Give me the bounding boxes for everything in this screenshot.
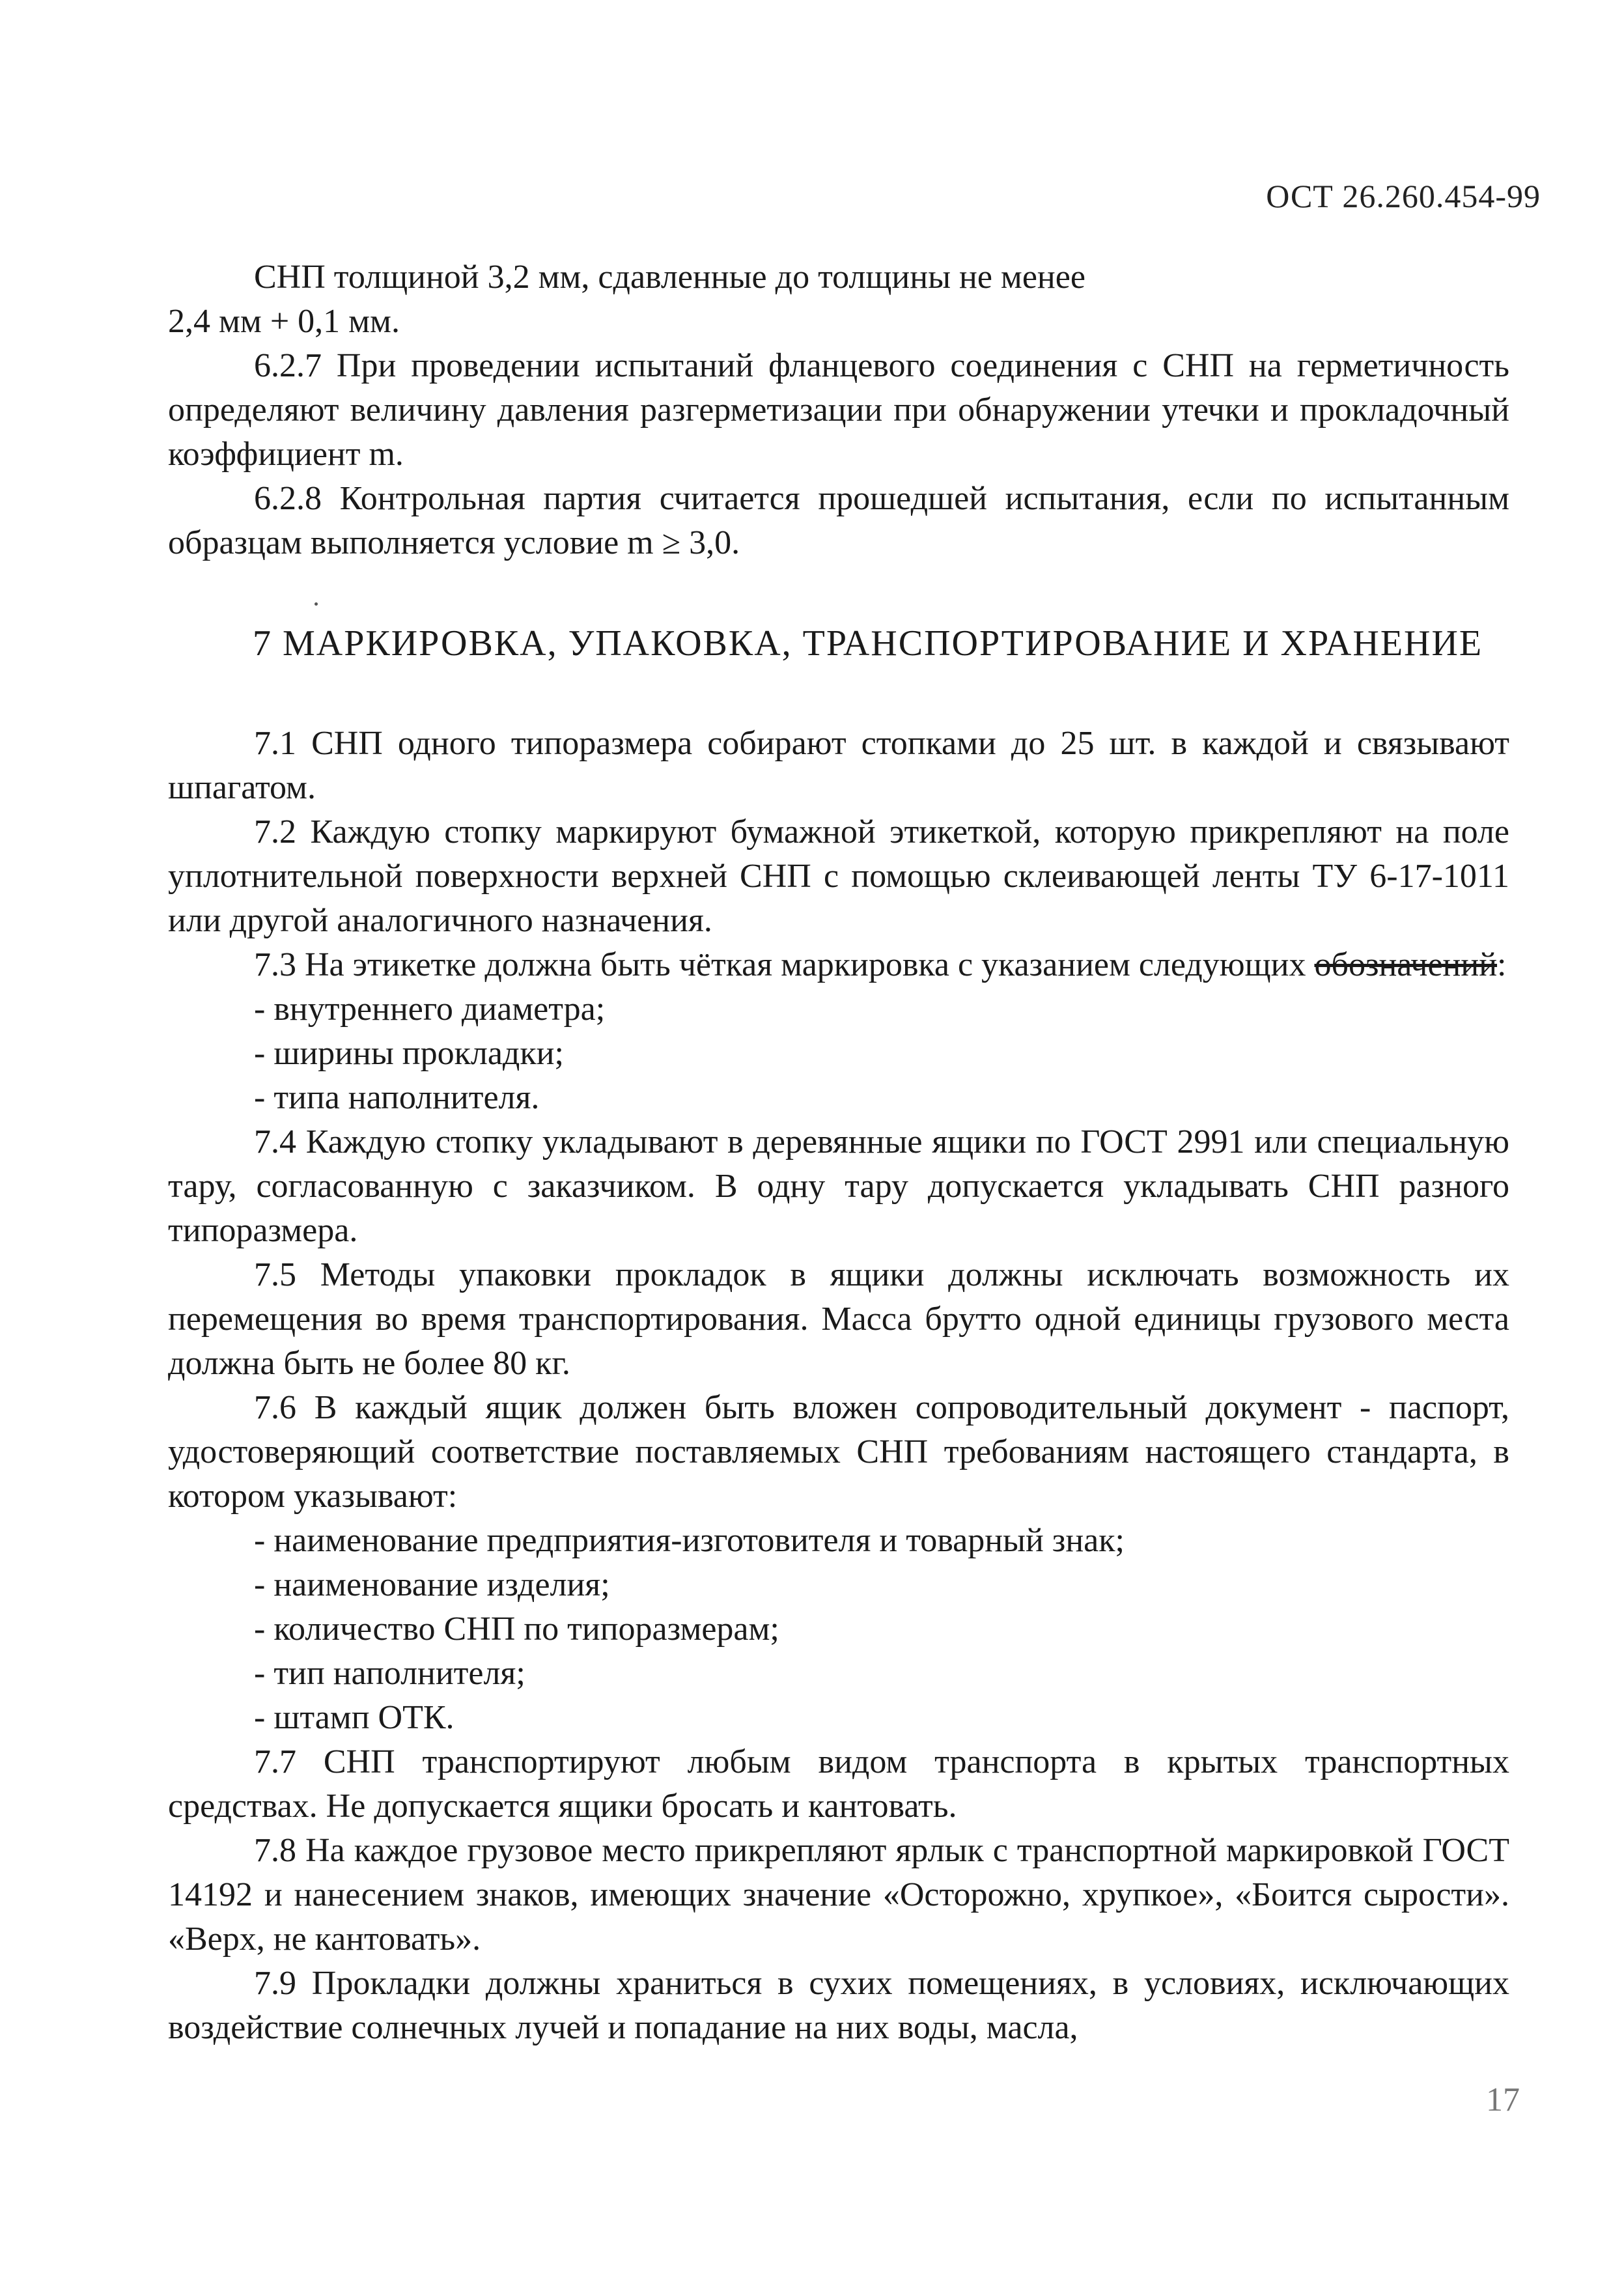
paragraph-7-1: 7.1 СНП одного типоразмера собирают стопками до 25 шт. в каждой и связывают шпагатом. [168,725,1509,806]
intro-line-2: 2,4 мм + 0,1 мм. [168,303,400,340]
paragraph-7-9: 7.9 Прокладки должны храниться в сухих помещениях, в условиях, исключающих воздействие солнечных лучей и попадание на них воды, масла, [168,1965,1509,2046]
paragraph-6-2-8: 6.2.8 Контрольная партия считается прошедшей испытания, если по испытанным образцам выполняется условие m ≥ 3,0. [168,480,1509,561]
page-number: 17 [1486,2081,1520,2118]
intro-line-1: СНП толщиной 3,2 мм, сдавленные до толщины не менее [254,259,1085,296]
struck-word: обозначений [1314,946,1498,983]
list-item: - ширины прокладки; [254,1035,564,1072]
list-item: - внутреннего диаметра; [254,991,606,1028]
paragraph-7-3 [168,943,1509,987]
list-item: - типа наполнителя. [254,1079,540,1116]
body-text [168,255,1509,2050]
paragraph-7-7: 7.7 СНП транспортируют любым видом транспорта в крытых транспортных средствах. Не допускается ящики бросать и кантовать. [168,1743,1509,1825]
paragraph-7-2: 7.2 Каждую стопку маркируют бумажной этикеткой, которую прикрепляют на поле уплотнительной поверхности верхней СНП с помощью склеивающей ленты ТУ 6-17-1011 или другой аналогичного назначения. [168,813,1509,939]
list-7-3 [168,987,1509,1120]
paragraph-7-4: 7.4 Каждую стопку укладывают в деревянные ящики по ГОСТ 2991 или специальную тару, согласованную с заказчиком. В одну тару допускается укладывать СНП разного типоразмера. [168,1123,1509,1249]
list-item: - штамп ОТК. [254,1699,455,1736]
paragraph-7-8: 7.8 На каждое грузовое место прикрепляют ярлык с транспортной маркировкой ГОСТ 14192 и нанесением знаков, имеющих значение «Осторожно, хрупкое», «Боится сырости». «Верх, не кантовать». [168,1832,1509,1958]
list-7-6 [168,1519,1509,1740]
list-item: - наименование предприятия-изготовителя и товарный знак; [254,1522,1125,1559]
paragraph-7-3-tail: : [1497,946,1507,983]
list-item: - наименование изделия; [254,1566,610,1603]
paragraph-7-6: 7.6 В каждый ящик должен быть вложен сопроводительный документ - паспорт, удостоверяющий соответствие поставляемых СНП требованиям настоящего стандарта, в котором указывают: [168,1389,1509,1515]
list-item: - количество СНП по типоразмерам; [254,1610,779,1648]
section-7-heading: 7 МАРКИРОВКА, УПАКОВКА, ТРАНСПОРТИРОВАНИЕ И ХРАНЕНИЕ [253,623,1483,664]
paragraph-7-5: 7.5 Методы упаковки прокладок в ящики должны исключать возможность их перемещения во время транспортирования. Масса брутто одной единицы грузового места должна быть не более 80 кг. [168,1256,1509,1382]
document-code: ОСТ 26.260.454-99 [1266,178,1541,214]
list-item: - тип наполнителя; [254,1655,525,1692]
paragraph-6-2-7: 6.2.7 При проведении испытаний фланцевого соединения с СНП на герметичность определяют величину давления разгерметизации при обнаружении утечки и прокладочный коэффициент m. [168,347,1509,473]
paragraph-7-3-text: 7.3 На этикетке должна быть чёткая маркировка с указанием следующих [254,946,1306,983]
